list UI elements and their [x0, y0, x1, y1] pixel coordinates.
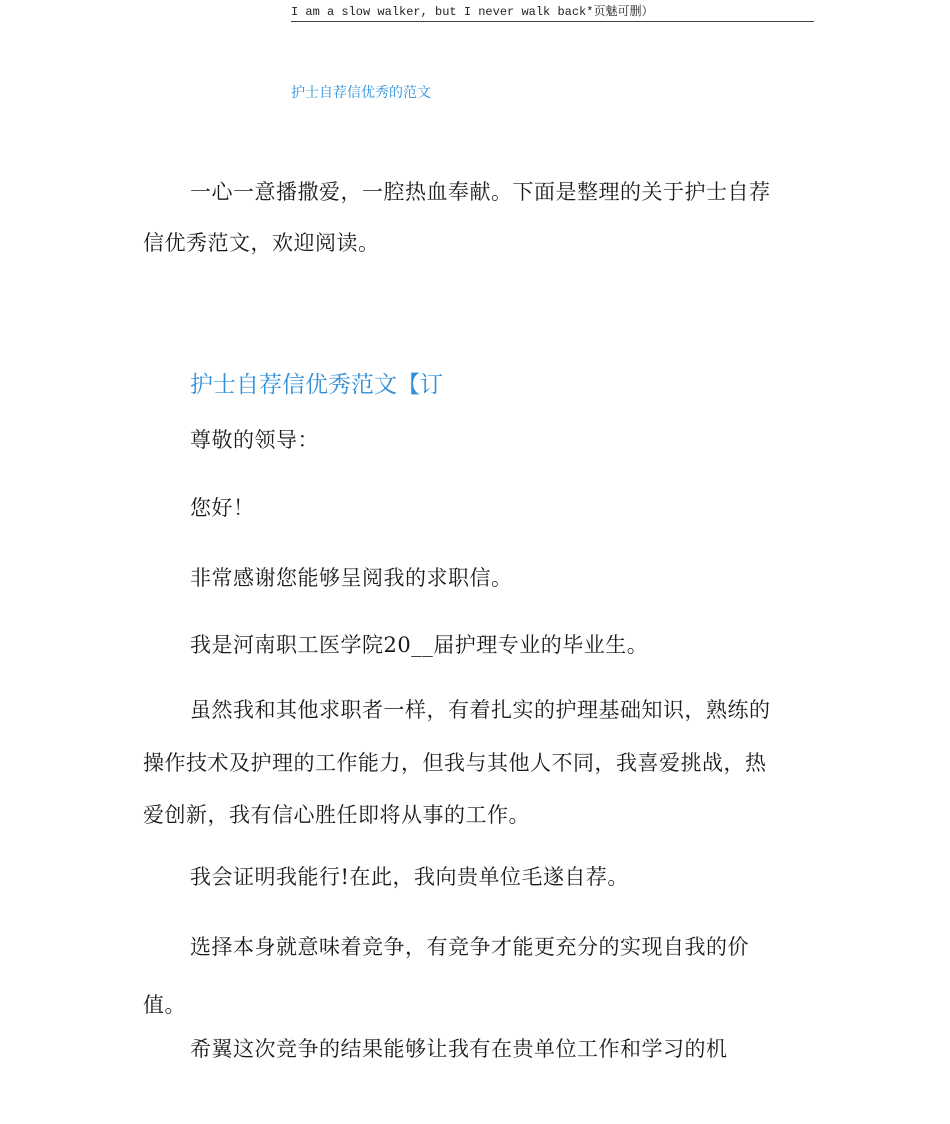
paragraph-5-line-2: 值。 — [143, 993, 186, 1017]
section-title: 护士自荐信优秀范文【订 — [190, 372, 443, 398]
paragraph-3-line-1: 虽然我和其他求职者一样，有着扎实的护理基础知识，熟练的 — [190, 698, 771, 722]
paragraph-4: 我会证明我能行!在此，我向贵单位毛遂自荐。 — [190, 865, 629, 889]
paragraph-5-line-1: 选择本身就意味着竞争，有竞争才能更充分的实现自我的价 — [190, 935, 749, 959]
intro-line-2: 信优秀范文，欢迎阅读。 — [143, 231, 380, 255]
paragraph-6: 希翼这次竞争的结果能够让我有在贵单位工作和学习的机 — [190, 1037, 728, 1061]
paragraph-2: 我是河南职工医学院20__届护理专业的毕业生。 — [190, 633, 649, 657]
document-title: 护士自荐信优秀的范文 — [291, 85, 431, 101]
running-header: I am a slow walker, but I never walk back*页魅可删） — [291, 5, 814, 22]
paragraph-3-line-2: 操作技术及护理的工作能力，但我与其他人不同，我喜爱挑战，热 — [143, 751, 767, 775]
intro-line-1: 一心一意播撒爱，一腔热血奉献。下面是整理的关于护士自荐 — [190, 180, 771, 204]
salutation: 尊敬的领导： — [190, 428, 319, 452]
paragraph-3-line-3: 爱创新，我有信心胜任即将从事的工作。 — [143, 803, 530, 827]
greeting: 您好！ — [190, 496, 255, 520]
paragraph-1: 非常感谢您能够呈阅我的求职信。 — [190, 566, 513, 590]
